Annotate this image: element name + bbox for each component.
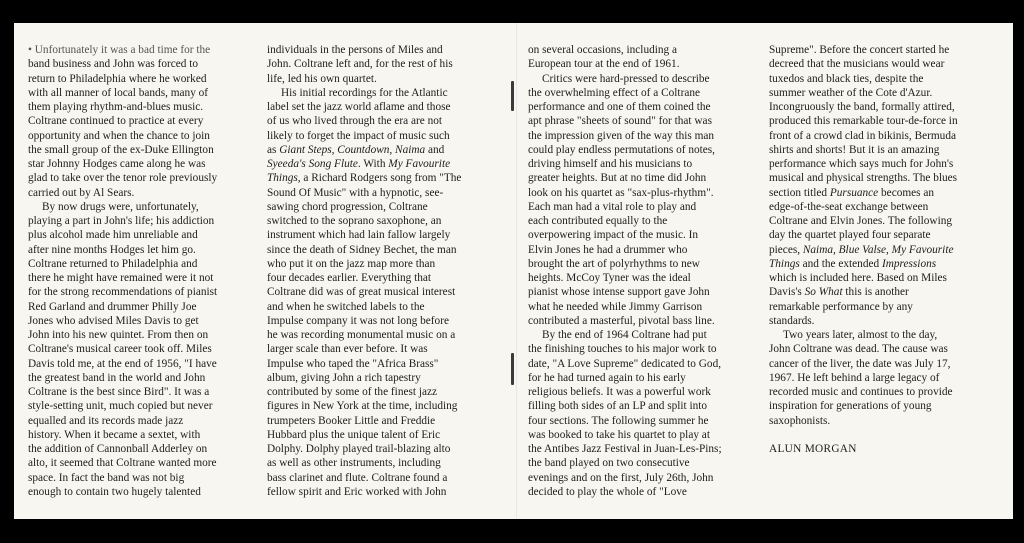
text-line: four sections. The following summer he: [528, 414, 709, 427]
tune-title: Impressions: [881, 257, 937, 270]
text-line: summer weather of the Cote d'Azur.: [769, 86, 933, 99]
text-line: sawing chord progression, Coltrane: [267, 200, 428, 213]
text-line: Coltrane did was of great musical interest: [267, 286, 456, 299]
text-column-2: [267, 43, 497, 499]
text-line: John Coltrane was dead. The cause was: [769, 343, 948, 356]
text-line: • Unfortunately it was a bad time for the: [28, 44, 211, 56]
text-line: the overwhelming effect of a Coltrane: [528, 86, 701, 99]
text-line: brought the art of polyrhythms to new: [528, 257, 700, 270]
text-line: and: [425, 143, 445, 156]
text-line: Jones who advised Miles Davis to get: [28, 314, 199, 327]
text-line: the impression given of the way this man: [528, 129, 715, 142]
text-line: driving himself and his musicians to: [528, 158, 693, 170]
text-line: as: [267, 143, 280, 156]
text-line: instrument which had lain fallow largely: [267, 229, 451, 242]
tune-title: Things: [267, 172, 298, 185]
text-line: Two years later, almost to the day,: [783, 329, 938, 341]
text-line: By now drugs were, unfortunately,: [42, 200, 199, 213]
text-line: four decades earlier. Everything that: [267, 272, 432, 284]
text-line: bass clarinet and flute. Coltrane found a: [267, 471, 448, 484]
text-line: Supreme". Before the concert started he: [769, 44, 950, 56]
text-line: the band played on two consecutive: [528, 457, 690, 470]
text-line: performance which says much for John's: [769, 158, 954, 170]
text-line: recorded music and continues to provide: [769, 386, 953, 398]
text-line: date, "A Love Supreme" dedicated to God,: [528, 357, 722, 370]
text-line: John into his new quintet. From then on: [28, 329, 209, 341]
text-line: contributed a masterful, pivotal bass line.: [528, 314, 715, 327]
text-line: pianist whose intense support gave John: [528, 286, 710, 299]
text-line: Coltrane is the best since Bird". It was a: [28, 386, 210, 398]
text-line: as well as other instruments, including: [267, 457, 441, 470]
text-line: By the end of 1964 Coltrane had put: [542, 329, 707, 341]
tune-title: Syeeda's Song Flute: [267, 158, 358, 170]
text-line: evenings and on the first, July 26th, John: [528, 471, 714, 484]
text-line: and when he switched labels to the: [267, 300, 425, 313]
text-line: individuals in the persons of Miles and: [267, 44, 443, 56]
text-line: Impulse who taped the "Africa Brass": [267, 357, 439, 370]
text-line: the greatest band in the world and John: [28, 371, 206, 384]
text-line: John. Coltrane left and, for the rest of his: [267, 58, 453, 71]
text-line: who put it on the jazz map more than: [267, 257, 436, 270]
text-line: likely to forget the impact of music such: [267, 129, 450, 142]
text-line: with all manner of local bands, many of: [28, 86, 209, 99]
text-line: Incongruously the band, formally attired,: [769, 101, 955, 113]
text-column-1: [28, 43, 254, 499]
text-line: since the death of Sidney Bechet, the man: [267, 243, 457, 256]
text-line: Coltrane and Elvin Jones. The following: [769, 215, 953, 227]
text-line: apt phrase "sheets of sound" for that was: [528, 115, 712, 128]
text-line: saxophonists.: [769, 414, 831, 427]
text-line: and the extended: [799, 257, 882, 270]
text-line: pieces,: [769, 243, 803, 256]
text-line: larger scale than ever before. It was: [267, 343, 428, 356]
tune-title: Things: [769, 257, 800, 270]
page-fold: [516, 23, 517, 519]
text-line: Davis told me, at the end of 1956, "I have: [28, 357, 217, 370]
text-line: this is another: [842, 286, 909, 299]
text-line: Coltrane continued to practice at every: [28, 115, 204, 128]
text-line: Davis's: [769, 286, 805, 299]
tune-title: So What: [804, 286, 843, 299]
text-line: Dolphy. Dolphy played trail-blazing alto: [267, 443, 451, 455]
text-line: on several occasions, including a: [528, 44, 678, 56]
text-line: enough to contain two hugely talented: [28, 485, 201, 498]
text-line: for he had turned again to his early: [528, 371, 686, 384]
text-line: trumpeters Booker Little and Freddie: [267, 414, 436, 427]
text-line: , a Richard Rodgers song from "The: [297, 172, 462, 185]
text-line: Coltrane returned to Philadelphia and: [28, 257, 198, 270]
tune-titles: Giant Steps, Countdown, Naima: [279, 143, 426, 156]
text-line: heights. McCoy Tyner was the ideal: [528, 272, 691, 284]
tune-titles: Naima, Blue Valse, My Favourite: [802, 243, 954, 256]
text-line: life, led his own quartet.: [267, 72, 377, 85]
text-line: Hubbard plus the unique talent of Eric: [267, 428, 441, 441]
text-line: contributed by some of the finest jazz: [267, 386, 438, 398]
text-line: tuxedos and black ties, despite the: [769, 72, 924, 85]
text-line: for the strong recommendations of pianist: [28, 286, 218, 299]
text-line: album, giving John a rich tapestry: [267, 371, 421, 384]
text-line: figures in New York at the time, including: [267, 400, 458, 413]
text-line: was booked to take his quartet to play at: [528, 428, 710, 441]
text-line: switched to the soprano saxophone, an: [267, 215, 442, 227]
text-line: Coltrane's musical career took off. Miles: [28, 343, 212, 356]
text-line: label set the jazz world aflame and those: [267, 101, 451, 113]
text-line: section titled: [769, 186, 830, 199]
text-line: religious beliefs. It was a powerful work: [528, 386, 711, 398]
text-line: them playing rhythm-and-blues music.: [28, 101, 204, 113]
text-line: look on his quartet as "sax-plus-rhythm".: [528, 186, 714, 199]
text-line: style-setting unit, much copied but never: [28, 400, 213, 413]
text-line: performance and one of them coined the: [528, 101, 711, 113]
text-line: alto, it seemed that Coltrane wanted more: [28, 457, 217, 470]
text-line: becomes an: [878, 186, 935, 199]
text-line: carried out by Al Sears.: [28, 186, 135, 199]
text-line: remarkable performance by any: [769, 300, 913, 313]
text-line: fellow spirit and Eric worked with John: [267, 485, 447, 498]
tune-title: Pursuance: [829, 186, 879, 199]
text-line: decided to play the whole of "Love: [528, 485, 687, 498]
text-column-4: [769, 43, 997, 456]
text-line: the Antibes Jazz Festival in Juan-Les-Pins;: [528, 443, 722, 455]
text-line: Each man had a vital role to play and: [528, 200, 697, 213]
text-line: filling both sides of an LP and split into: [528, 400, 708, 413]
text-line: equalled and its records made jazz: [28, 414, 184, 427]
text-line: Impulse company it was not long before: [267, 314, 449, 327]
text-line: inspiration for generations of young: [769, 400, 932, 413]
text-line: cancer of the liver, the date was July 17,: [769, 357, 951, 370]
text-line: band business and John was forced to: [28, 58, 199, 71]
text-line: Elvin Jones he had a drummer who: [528, 243, 688, 256]
text-line: day the quartet played four separate: [769, 229, 931, 242]
text-line: after nine months Hodges let him go.: [28, 243, 196, 256]
text-line: history. When it became a sextet, with: [28, 428, 201, 441]
text-line: opportunity and when the chance to join: [28, 129, 210, 142]
liner-notes-booklet: [14, 23, 1013, 519]
text-line: of us who lived through the era are not: [267, 115, 443, 128]
text-line: European tour at the end of 1961.: [528, 58, 680, 71]
text-line: which is included here. Based on Miles: [769, 272, 947, 284]
text-line: the small group of the ex-Duke Ellington: [28, 143, 214, 156]
text-line: the addition of Cannonball Adderley on: [28, 443, 208, 455]
text-line: Sound Of Music" with a hypnotic, see-: [267, 186, 444, 199]
text-line: produced this remarkable tour-de-force in: [769, 115, 958, 128]
staple-bottom: [511, 353, 514, 385]
text-line: could play endless permutations of notes,: [528, 143, 715, 156]
text-line: shirts and shorts! But it is an amazing: [769, 143, 940, 156]
text-line: musical and physical strengths. The blues: [769, 172, 958, 185]
text-line: plus alcohol made him unreliable and: [28, 229, 198, 242]
text-line: 1967. He left behind a large legacy of: [769, 371, 940, 384]
tune-title: My Favourite: [388, 158, 451, 170]
text-line: space. In fact the band was not big: [28, 471, 185, 484]
text-column-3: [528, 43, 754, 499]
text-line: standards.: [769, 314, 815, 327]
text-line: the finishing touches to his major work to: [528, 343, 717, 356]
text-line: . With: [357, 158, 389, 170]
text-line: each contributed equally to the: [528, 215, 668, 227]
text-line: greater heights. But at no time did John: [528, 172, 707, 185]
text-line: Critics were hard-pressed to describe: [542, 72, 710, 85]
staple-top: [511, 81, 514, 111]
text-line: what he needed while Jimmy Garrison: [528, 300, 703, 313]
text-line: decreed that the musicians would wear: [769, 58, 945, 71]
text-line: overpowering impact of the music. In: [528, 229, 699, 242]
author-signature: ALUN MORGAN: [769, 442, 857, 455]
text-line: return to Philadelphia where he worked: [28, 72, 207, 85]
text-line: front of a crowd clad in bikinis, Bermuda: [769, 129, 956, 142]
text-line: star Johnny Hodges came along he was: [28, 158, 206, 170]
text-line: edge-of-the-seat exchange between: [769, 200, 929, 213]
text-line: there he might have remained were it not: [28, 272, 214, 284]
text-line: glad to take over the tenor role previously: [28, 172, 218, 185]
text-line: His initial recordings for the Atlantic: [281, 86, 448, 99]
text-line: playing a part in John's life; his addiction: [28, 215, 215, 227]
text-line: Red Garland and drummer Philly Joe: [28, 300, 197, 313]
text-line: he was recording monumental music on a: [267, 329, 456, 341]
